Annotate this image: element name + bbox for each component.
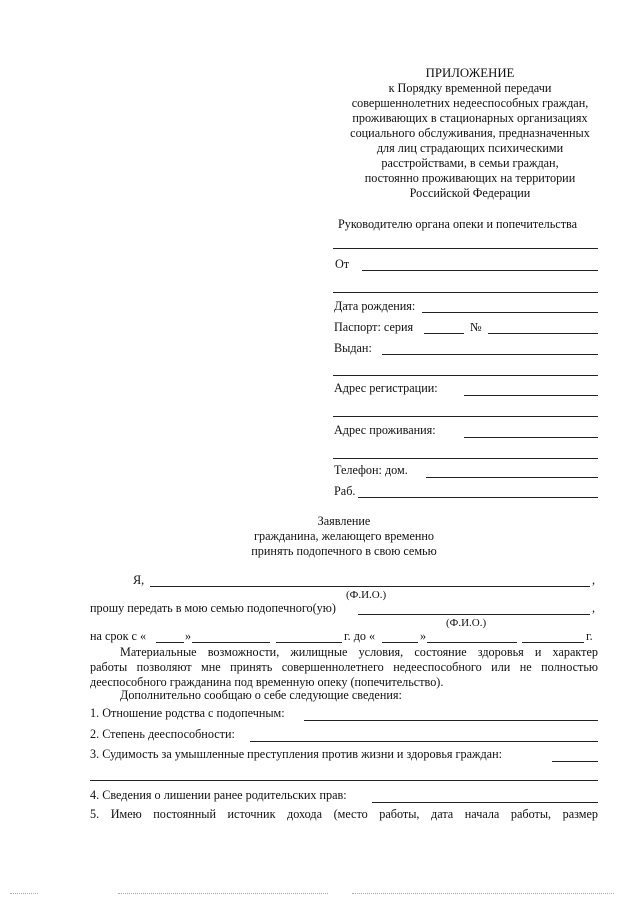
item-parental-rights: 4. Сведения о лишении ранее родительских прав: (90, 788, 347, 802)
appendix-line: совершеннолетних недееспособных граждан, (351, 96, 589, 110)
addressee-line[interactable] (333, 248, 598, 249)
term-from-month-line[interactable] (192, 642, 270, 643)
term-from-day-line[interactable] (156, 642, 184, 643)
statement-title-block (200, 514, 488, 559)
issued-label: Выдан: (334, 341, 372, 355)
reg-address-line[interactable] (464, 395, 598, 396)
item-conviction-line[interactable] (552, 761, 598, 762)
fio-caption: (Ф.И.О.) (446, 617, 487, 629)
fio-caption: (Ф.И.О.) (346, 589, 387, 601)
live-address-label: Адрес проживания: (334, 423, 436, 437)
from-line[interactable] (362, 270, 598, 271)
scan-artifact (118, 893, 328, 894)
issued-line[interactable] (382, 354, 598, 355)
item-income: 5. Имею постоянный источник дохода (место работы, дата начала работы, размер (90, 807, 598, 821)
appendix-line: Российской Федерации (409, 186, 531, 200)
appendix-line: социального обслуживания, предназначенных (350, 126, 590, 140)
additional-info: Дополнительно сообщаю о себе следующие сведения: (120, 688, 402, 702)
year-to-text: г. до « (344, 629, 376, 643)
quote-close: » (185, 629, 192, 643)
quote-close: » (420, 629, 427, 643)
passport-number-label: № (470, 320, 482, 334)
reg-address-label: Адрес регистрации: (334, 381, 438, 395)
paragraph-line: Материальные возможности, жилищные условия, состояние здоровья и характер (120, 645, 598, 659)
term-to-month-line[interactable] (427, 642, 517, 643)
phone-home-label: Телефон: дом. (334, 463, 408, 477)
reg-address-line-2[interactable] (333, 416, 598, 417)
appendix-line: проживающих в стационарных организациях (352, 111, 588, 125)
item-relationship: 1. Отношение родства с подопечным: (90, 706, 285, 720)
appendix-line: постоянно проживающих на территории (364, 171, 576, 185)
passport-number-line[interactable] (488, 333, 598, 334)
phone-work-line[interactable] (358, 497, 598, 498)
item-capacity-line[interactable] (250, 741, 598, 742)
appendix-line: для лиц страдающих психическими (376, 141, 564, 155)
scan-artifact (10, 893, 38, 894)
item-conviction-line-2[interactable] (90, 780, 598, 781)
term-from-year-line[interactable] (276, 642, 342, 643)
passport-series-label: Паспорт: серия (334, 320, 414, 334)
comma: , (592, 601, 596, 615)
i-label: Я, (133, 573, 145, 587)
phone-home-line[interactable] (426, 477, 598, 478)
statement-title: Заявление (317, 514, 371, 528)
term-prefix: на срок с « (90, 629, 147, 643)
statement-subtitle: гражданина, желающего временно (253, 529, 434, 543)
ward-name-line[interactable] (358, 614, 590, 615)
issued-line-2[interactable] (333, 375, 598, 376)
passport-series-line[interactable] (424, 333, 464, 334)
scan-artifact (352, 893, 614, 894)
appendix-title: ПРИЛОЖЕНИЕ (425, 66, 515, 80)
paragraph-line: дееспособного гражданина под временную опеку (попечительство). (90, 675, 444, 689)
request-text: прошу передать в мою семью подопечного(ую) (90, 601, 336, 615)
from-label: От (335, 257, 350, 271)
birth-date-label: Дата рождения: (334, 299, 416, 313)
item-parental-rights-line[interactable] (372, 802, 598, 803)
term-to-year-line[interactable] (522, 642, 584, 643)
year-suffix: г. (586, 629, 593, 643)
item-capacity: 2. Степень дееспособности: (90, 727, 235, 741)
appendix-line: расстройствами, в семьи граждан, (381, 156, 559, 170)
live-address-line[interactable] (464, 437, 598, 438)
term-to-day-line[interactable] (382, 642, 418, 643)
live-address-line-2[interactable] (333, 458, 598, 459)
birth-date-line[interactable] (422, 312, 598, 313)
addressee: Руководителю органа опеки и попечительства (338, 217, 578, 231)
from-line-2[interactable] (333, 292, 598, 293)
appendix-line: к Порядку временной передачи (388, 81, 552, 95)
statement-subtitle: принять подопечного в свою семью (251, 544, 437, 558)
applicant-name-line[interactable] (150, 586, 590, 587)
appendix-header (330, 66, 610, 201)
item-conviction: 3. Судимость за умышленные преступления против жизни и здоровья граждан: (90, 747, 502, 761)
item-relationship-line[interactable] (304, 720, 598, 721)
phone-work-label: Раб. (334, 484, 356, 498)
comma: , (592, 573, 596, 587)
paragraph-line: работы позволяют мне принять совершеннолетнего недееспособного или не полностью (90, 660, 598, 674)
